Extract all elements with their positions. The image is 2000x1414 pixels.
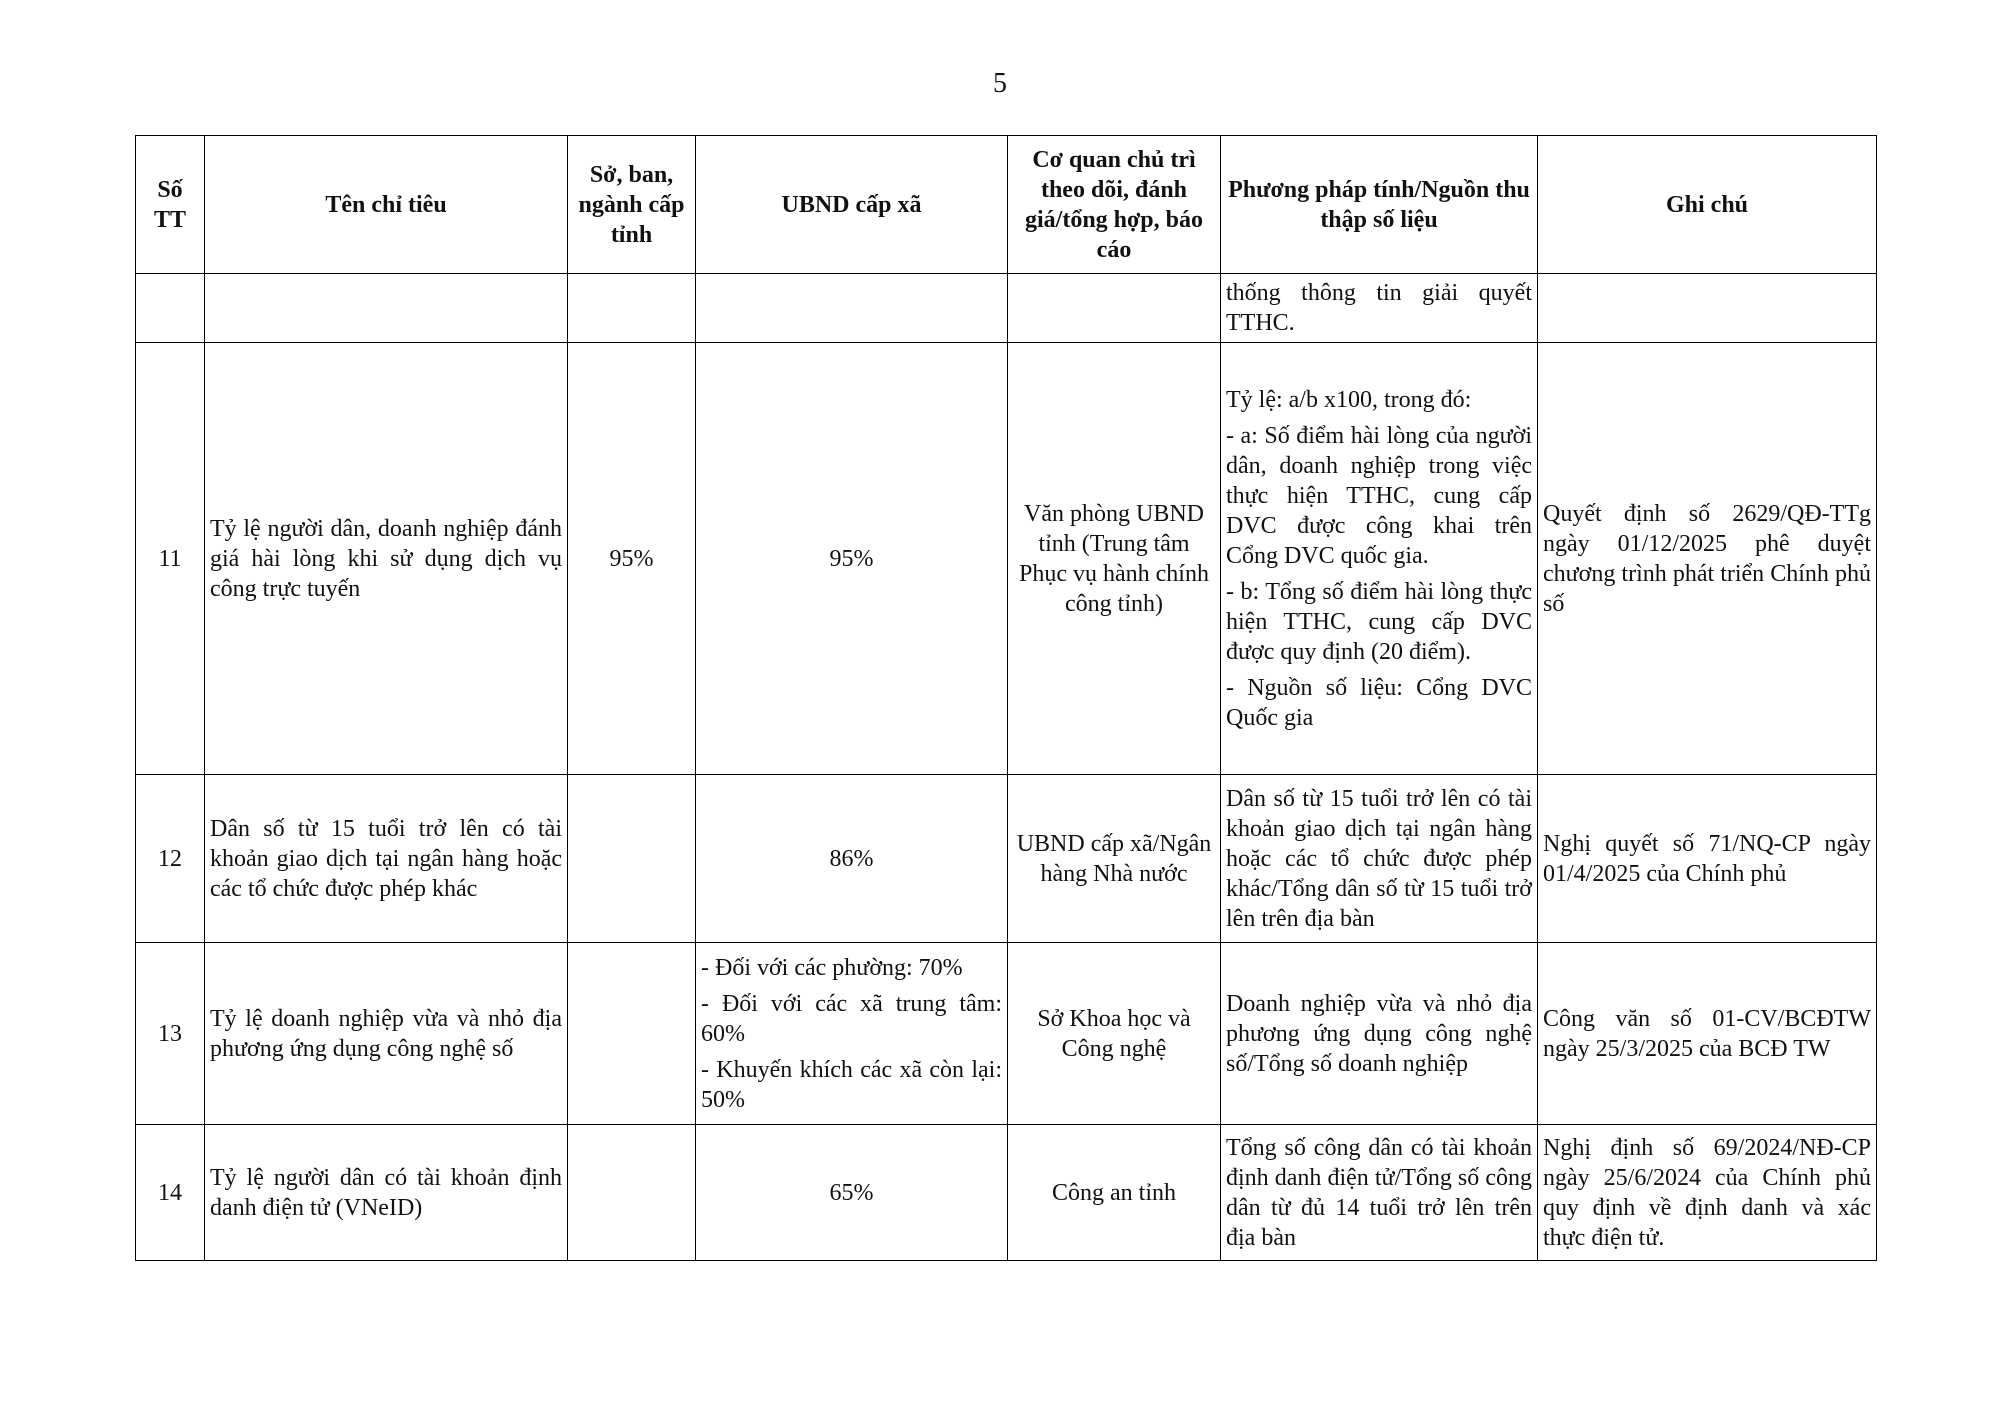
method-paragraph: - a: Số điểm hài lòng của người dân, doanh nghiệp trong việc thực hiện TTHC, cung cấp DVC được công khai trên Cổng DVC quốc gia. — [1226, 422, 1532, 569]
method-paragraph: Tỷ lệ: a/b x100, trong đó: — [1226, 386, 1472, 413]
cell-empty — [136, 274, 205, 343]
method-paragraph: - b: Tổng số điểm hài lòng thực hiện TTHC, cung cấp DVC được quy định (20 điểm). — [1226, 578, 1532, 665]
cell-note: Công văn số 01-CV/BCĐTW ngày 25/3/2025 của BCĐ TW — [1538, 943, 1877, 1125]
header-agency: Cơ quan chủ trì theo dõi, đánh giá/tổng hợp, báo cáo — [1008, 136, 1221, 274]
cell-agency: Sở Khoa học và Công nghệ — [1008, 943, 1221, 1125]
cell-empty — [205, 274, 568, 343]
header-commune: UBND cấp xã — [696, 136, 1008, 274]
cell-name: Tỷ lệ người dân, doanh nghiệp đánh giá hài lòng khi sử dụng dịch vụ công trực tuyến — [205, 343, 568, 775]
cell-empty — [568, 274, 696, 343]
cell-agency: UBND cấp xã/Ngân hàng Nhà nước — [1008, 775, 1221, 943]
cell-dept — [568, 1125, 696, 1261]
table-row-continuation — [136, 274, 1877, 343]
cell-method — [1221, 943, 1538, 1125]
cell-agency: Văn phòng UBND tỉnh (Trung tâm Phục vụ hành chính công tỉnh) — [1008, 343, 1221, 775]
cell-name: Tỷ lệ người dân có tài khoản định danh điện tử (VNeID) — [205, 1125, 568, 1261]
header-stt: Số TT — [136, 136, 205, 274]
cell-empty — [1008, 274, 1221, 343]
cell-note: Nghị quyết số 71/NQ-CP ngày 01/4/2025 của Chính phủ — [1538, 775, 1877, 943]
method-paragraph: Dân số từ 15 tuổi trở lên có tài khoản giao dịch tại ngân hàng hoặc các tổ chức được phép khác/Tổng dân số từ 15 tuổi trở lên trên địa bàn — [1226, 785, 1532, 932]
cell-dept — [568, 775, 696, 943]
cell-stt: 12 — [136, 775, 205, 943]
method-paragraph: - Nguồn số liệu: Cổng DVC Quốc gia — [1226, 674, 1532, 731]
cell-note: Quyết định số 2629/QĐ-TTg ngày 01/12/2025 phê duyệt chương trình phát triển Chính phủ số — [1538, 343, 1877, 775]
cell-dept: 95% — [568, 343, 696, 775]
cell-stt: 13 — [136, 943, 205, 1125]
cell-commune: 86% — [696, 775, 1008, 943]
method-paragraph: Tổng số công dân có tài khoản định danh điện tử/Tổng số công dân từ đủ 14 tuổi trở lên trên địa bàn — [1226, 1134, 1532, 1251]
header-method: Phương pháp tính/Nguồn thu thập số liệu — [1221, 136, 1538, 274]
cell-dept — [568, 943, 696, 1125]
table-row — [136, 1125, 1877, 1261]
commune-target-item: - Đối với các phường: 70% — [701, 954, 963, 981]
cell-method — [1221, 274, 1538, 343]
cell-empty — [696, 274, 1008, 343]
commune-target-item: - Khuyến khích các xã còn lại: 50% — [701, 1056, 1002, 1113]
indicator-table — [135, 135, 1877, 1261]
cell-note: Nghị định số 69/2024/NĐ-CP ngày 25/6/2024 của Chính phủ quy định về định danh và xác thực điện tử. — [1538, 1125, 1877, 1261]
header-dept: Sở, ban, ngành cấp tỉnh — [568, 136, 696, 274]
cell-method — [1221, 775, 1538, 943]
cell-empty — [1538, 274, 1877, 343]
cell-name: Tỷ lệ doanh nghiệp vừa và nhỏ địa phương ứng dụng công nghệ số — [205, 943, 568, 1125]
cell-method — [1221, 343, 1538, 775]
table-row — [136, 775, 1877, 943]
method-paragraph: Doanh nghiệp vừa và nhỏ địa phương ứng dụng công nghệ số/Tổng số doanh nghiệp — [1226, 990, 1532, 1077]
cell-agency: Công an tỉnh — [1008, 1125, 1221, 1261]
header-note: Ghi chú — [1538, 136, 1877, 274]
cell-name: Dân số từ 15 tuổi trở lên có tài khoản giao dịch tại ngân hàng hoặc các tổ chức được phép khác — [205, 775, 568, 943]
header-row — [136, 136, 1877, 274]
cell-commune — [696, 943, 1008, 1125]
cell-commune: 65% — [696, 1125, 1008, 1261]
cell-stt: 11 — [136, 343, 205, 775]
header-name: Tên chỉ tiêu — [205, 136, 568, 274]
cell-method — [1221, 1125, 1538, 1261]
cell-commune: 95% — [696, 343, 1008, 775]
method-continuation-line: thống thông tin giải quyết — [1226, 280, 1532, 306]
table-row — [136, 343, 1877, 775]
page-number: 5 — [993, 68, 1007, 99]
table-row — [136, 943, 1877, 1125]
cell-stt: 14 — [136, 1125, 205, 1261]
commune-target-item: - Đối với các xã trung tâm: 60% — [701, 990, 1002, 1047]
method-continuation-line: TTHC. — [1226, 310, 1295, 336]
